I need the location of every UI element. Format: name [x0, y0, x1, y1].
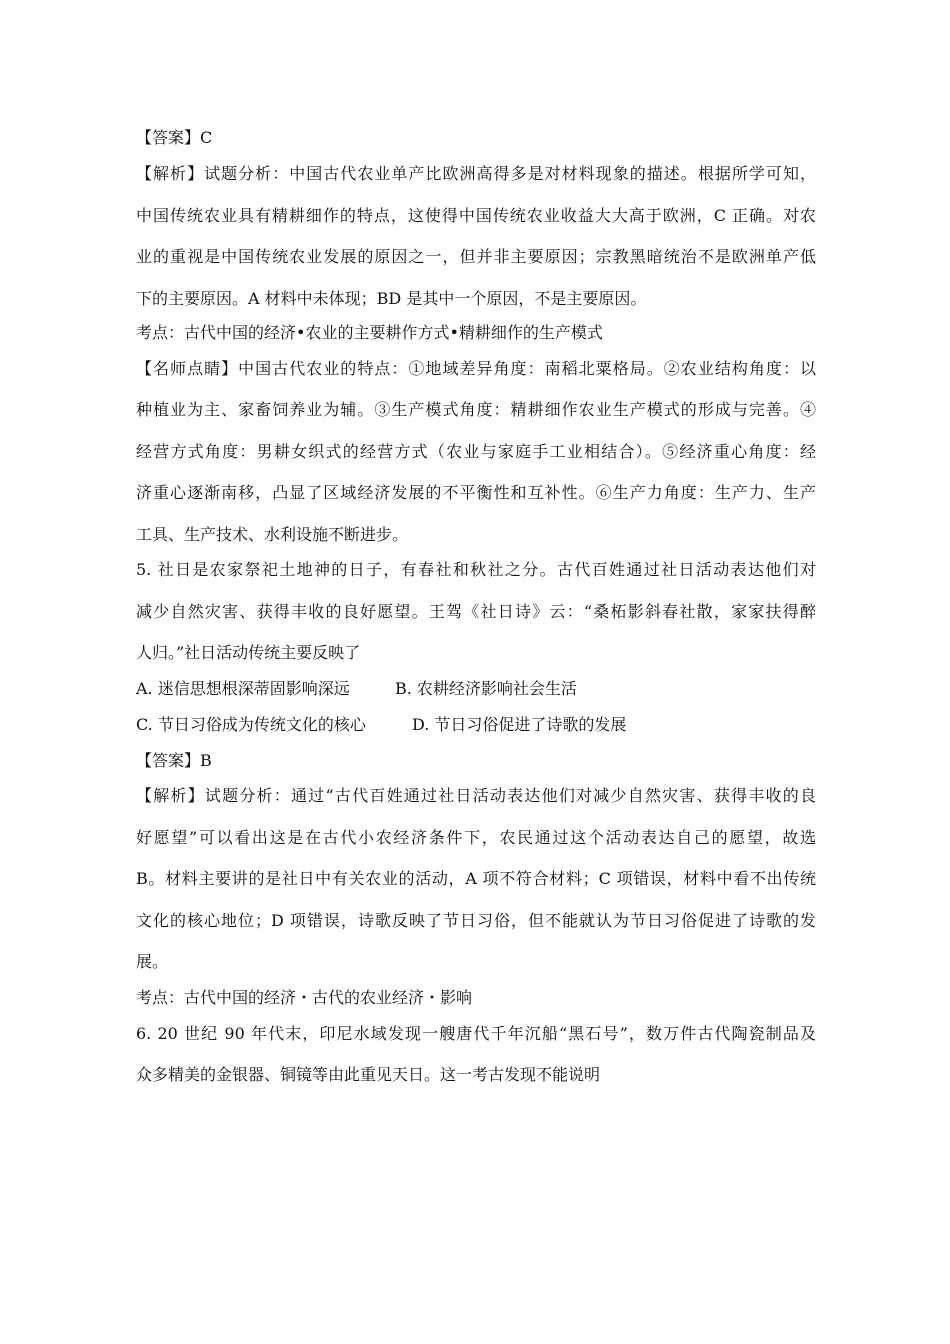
- q4-tips-line-1: 【名师点睛】中国古代农业的特点：①地域差异角度：南稻北粟格局。②农业结构角度：以: [136, 359, 816, 378]
- q5-analysis-line-1: 【解析】试题分析：通过“古代百姓通过社日活动表达他们对减少自然灾害、获得丰收的良: [136, 786, 816, 805]
- q5-analysis-line-5: 展。: [136, 952, 169, 971]
- q5-option-c: C. 节日习俗成为传统文化的核心: [136, 715, 366, 734]
- q5-option-a: A. 迷信思想根深蒂固影响深远: [136, 679, 350, 698]
- q5-stem-line-3: 人归。”社日活动传统主要反映了: [136, 643, 361, 662]
- q6-stem-line-1: 6. 20 世纪 90 年代末，印尼水域发现一艘唐代千年沉船“黑石号”，数万件古代陶瓷制品及: [136, 1024, 816, 1043]
- q5-kaodian: 考点：古代中国的经济・古代的农业经济・影响: [136, 988, 473, 1007]
- q6-stem-line-2: 众多精美的金银器、铜镜等由此重见天日。这一考古发现不能说明: [136, 1065, 601, 1084]
- q5-answer: 【答案】B: [136, 751, 212, 770]
- q5-analysis-line-2: 好愿望”可以看出这是在古代小农经济条件下，农民通过这个活动表达自己的愿望，故选: [136, 828, 816, 847]
- q4-analysis-line-4: 下的主要原因。A 材料中未体现；BD 是其中一个原因，不是主要原因。: [136, 289, 647, 308]
- q4-tips-line-3: 经营方式角度：男耕女织式的经营方式（农业与家庭手工业相结合）。⑤经济重心角度：经: [136, 442, 816, 461]
- q4-kaodian: 考点：古代中国的经济•农业的主要耕作方式•精耕细作的生产模式: [136, 323, 603, 342]
- q4-tips-line-5: 工具、生产技术、水利设施不断进步。: [136, 525, 409, 544]
- q5-stem-line-1: 5. 社日是农家祭祀土地神的日子，有春社和秋社之分。古代百姓通过社日活动表达他们对: [136, 560, 816, 579]
- q4-tips-line-2: 种植业为主、家畜饲养业为辅。③生产模式角度：精耕细作农业生产模式的形成与完善。④: [136, 400, 816, 419]
- q5-option-b: B. 农耕经济影响社会生活: [395, 679, 577, 698]
- q4-analysis-line-1: 【解析】试题分析：中国古代农业单产比欧洲高得多是对材料现象的描述。根据所学可知，: [136, 164, 816, 183]
- q5-analysis-line-4: 文化的核心地位；D 项错误，诗歌反映了节日习俗，但不能就认为节日习俗促进了诗歌的发: [136, 911, 816, 930]
- q5-stem-line-2: 减少自然灾害、获得丰收的良好愿望。王驾《社日诗》云：“桑柘影斜春社散，家家扶得醉: [136, 602, 816, 621]
- q4-analysis-line-3: 业的重视是中国传统农业发展的原因之一，但并非主要原因；宗教黑暗统治不是欧洲单产低: [136, 247, 816, 266]
- q5-option-d: D. 节日习俗促进了诗歌的发展: [412, 715, 627, 734]
- q4-analysis-line-2: 中国传统农业具有精耕细作的特点，这使得中国传统农业收益大大高于欧洲，C 正确。对农: [136, 206, 816, 225]
- q4-tips-line-4: 济重心逐渐南移，凸显了区域经济发展的不平衡性和互补性。⑥生产力角度：生产力、生产: [136, 483, 816, 502]
- q4-answer: 【答案】C: [136, 128, 213, 147]
- q5-analysis-line-3: B。材料主要讲的是社日中有关农业的活动，A 项不符合材料；C 项错误，材料中看不出传统: [136, 869, 816, 888]
